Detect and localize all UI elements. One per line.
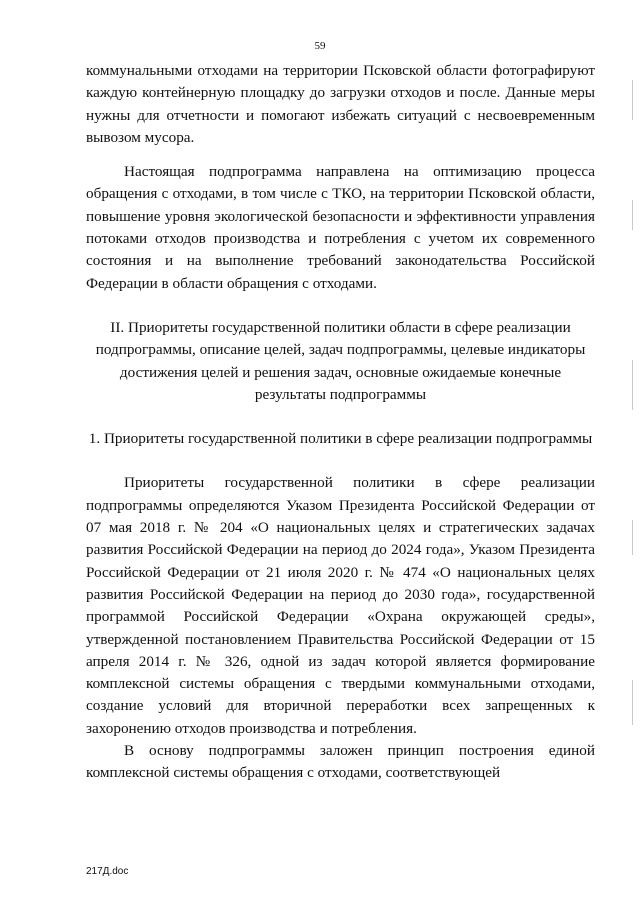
page-number: 59 (314, 40, 326, 52)
section-heading: II. Приоритеты государственной политики области в сфере реализации подпрограммы, описание целей, задач подпрограммы, целевые индикаторы достижения целей и решения задач, основные ожидаемые конечные результаты подпрограммы (95, 318, 586, 403)
paragraph-principle: В основу подпрограммы заложен принцип построения единой комплексной системы обращения с отходами, соответствующей (86, 742, 595, 782)
paragraph-continuation: коммунальными отходами на территории Псковской области фотографируют каждую контейнерную площадку до загрузки отходов и после. Данные меры нужны для отчетности и помогают избежать ситуаций с несвоевременным вывозом мусора. (86, 62, 595, 146)
footer-filename: 217Д.doc (86, 866, 129, 877)
paragraph-priorities: Приоритеты государственной политики в сфере реализации подпрограммы определяются Указом Президента Российской Федерации от 07 мая 2018 г. № 204 «О национальных целях и стратегических задачах развития Российской Федерации на период до 2024 года», Указом Президента Российской Федерации от 21 июля 2020 г. № 474 «О национальных целях развития Российской Федерации на период до 2030 года», государственной программой Российской Федерации «Охрана окружающей среды», утвержденной постановлением Правительства Российской Федерации от 15 апреля 2014 г. № 326, одной из задач которой является формирование комплексной системы обращения с твердыми коммунальными отходами, создание условий для вторичной переработки всех запрещенных к захоронению отходов производства и потребления. (86, 474, 595, 737)
subsection-heading: 1. Приоритеты государственной политики в сфере реализации подпрограммы (88, 430, 593, 448)
scan-margin-marks (630, 60, 636, 840)
paragraph-subprogram-aim: Настоящая подпрограмма направлена на оптимизацию процесса обращения с отходами, в том числе с ТКО, на территории Псковской области, повышение уровня экологической безопасности и эффективности управления потоками отходов производства и потребления с учетом их современного состояния и на выполнение требований законодательства Российской Федерации в области обращения с отходами. (86, 163, 595, 292)
document-body (86, 60, 595, 785)
